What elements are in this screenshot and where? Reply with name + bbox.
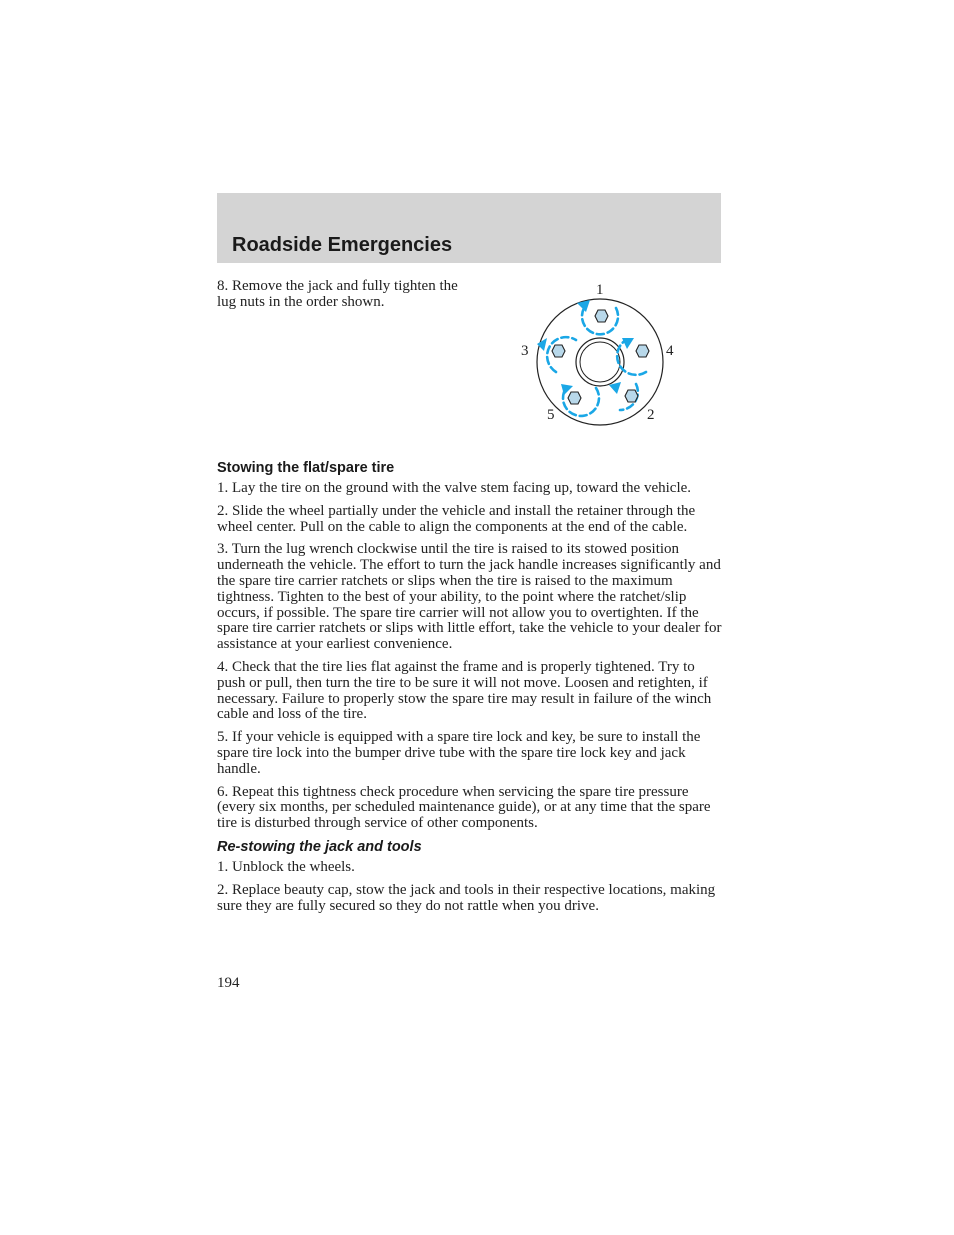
stowing-step-2: 2. Slide the wheel partially under the vehicle and install the retainer through the wheel center. Pull on the cable to align the components at the end of the cable. — [217, 502, 696, 535]
label-4: 4 — [666, 343, 674, 359]
stowing-heading: Stowing the flat/spare tire — [217, 460, 395, 476]
lug-nut-2 — [625, 390, 638, 402]
body-content — [217, 460, 722, 921]
lug-nut-tightening-diagram — [516, 278, 686, 430]
restowing-step-2: 2. Replace beauty cap, stow the jack and tools in their respective locations, making sure they are fully secured so they do not rattle when you drive. — [217, 881, 716, 914]
label-5: 5 — [547, 407, 555, 423]
lug-nut-1 — [595, 310, 608, 322]
stowing-step-4: 4. Check that the tire lies flat against the frame and is properly tightened. Try to push or pull, then turn the tire to be sure it will not move. Loosen and retighten, if necessary. Failure to properly stow the spare tire may result in failure of the winch cable and loss of the tire. — [217, 658, 712, 723]
label-3: 3 — [521, 343, 529, 359]
arc-5 — [563, 388, 599, 416]
page-number: 194 — [217, 975, 240, 991]
restowing-step-1: 1. Unblock the wheels. — [217, 858, 355, 875]
step-8-text: 8. Remove the jack and fully tighten the lug nuts in the order shown. — [217, 278, 458, 310]
hub-inner — [580, 342, 620, 382]
section-header — [217, 193, 721, 263]
lug-nut-4 — [636, 345, 649, 357]
stowing-step-1: 1. Lay the tire on the ground with the valve stem facing up, toward the vehicle. — [217, 480, 692, 496]
lug-nut-3 — [552, 345, 565, 357]
stowing-step-3: 3. Turn the lug wrench clockwise until the tire is raised to its stowed position underneath the vehicle. The effort to turn the jack handle increases significantly and the spare tire carrier ratchets or slips when the tire is raised to the maximum tightness. Tighten to the best of your ability, to the point where the ratchet/slip occurs, if possible. The spare tire carrier will not allow you to overtighten. If the spare tire carrier ratchets or slips with little effort, take the vehicle to your dealer for assistance at your earliest convenience. — [217, 541, 722, 653]
label-1: 1 — [596, 282, 604, 298]
arrow-4 — [622, 338, 634, 349]
stowing-step-6: 6. Repeat this tightness check procedure when servicing the spare tire pressure (every six months, per scheduled maintenance guide), or at any time that the spare tire is disturbed through service of other components. — [217, 783, 711, 832]
lug-nut-5 — [568, 392, 581, 404]
restowing-heading: Re-stowing the jack and tools — [217, 838, 422, 855]
stowing-step-5: 5. If your vehicle is equipped with a spare tire lock and key, be sure to install the spare tire lock into the bumper drive tube with the spare tire lock key and jack handle. — [217, 729, 701, 777]
page-title: Roadside Emergencies — [232, 234, 453, 256]
label-2: 2 — [647, 407, 655, 423]
